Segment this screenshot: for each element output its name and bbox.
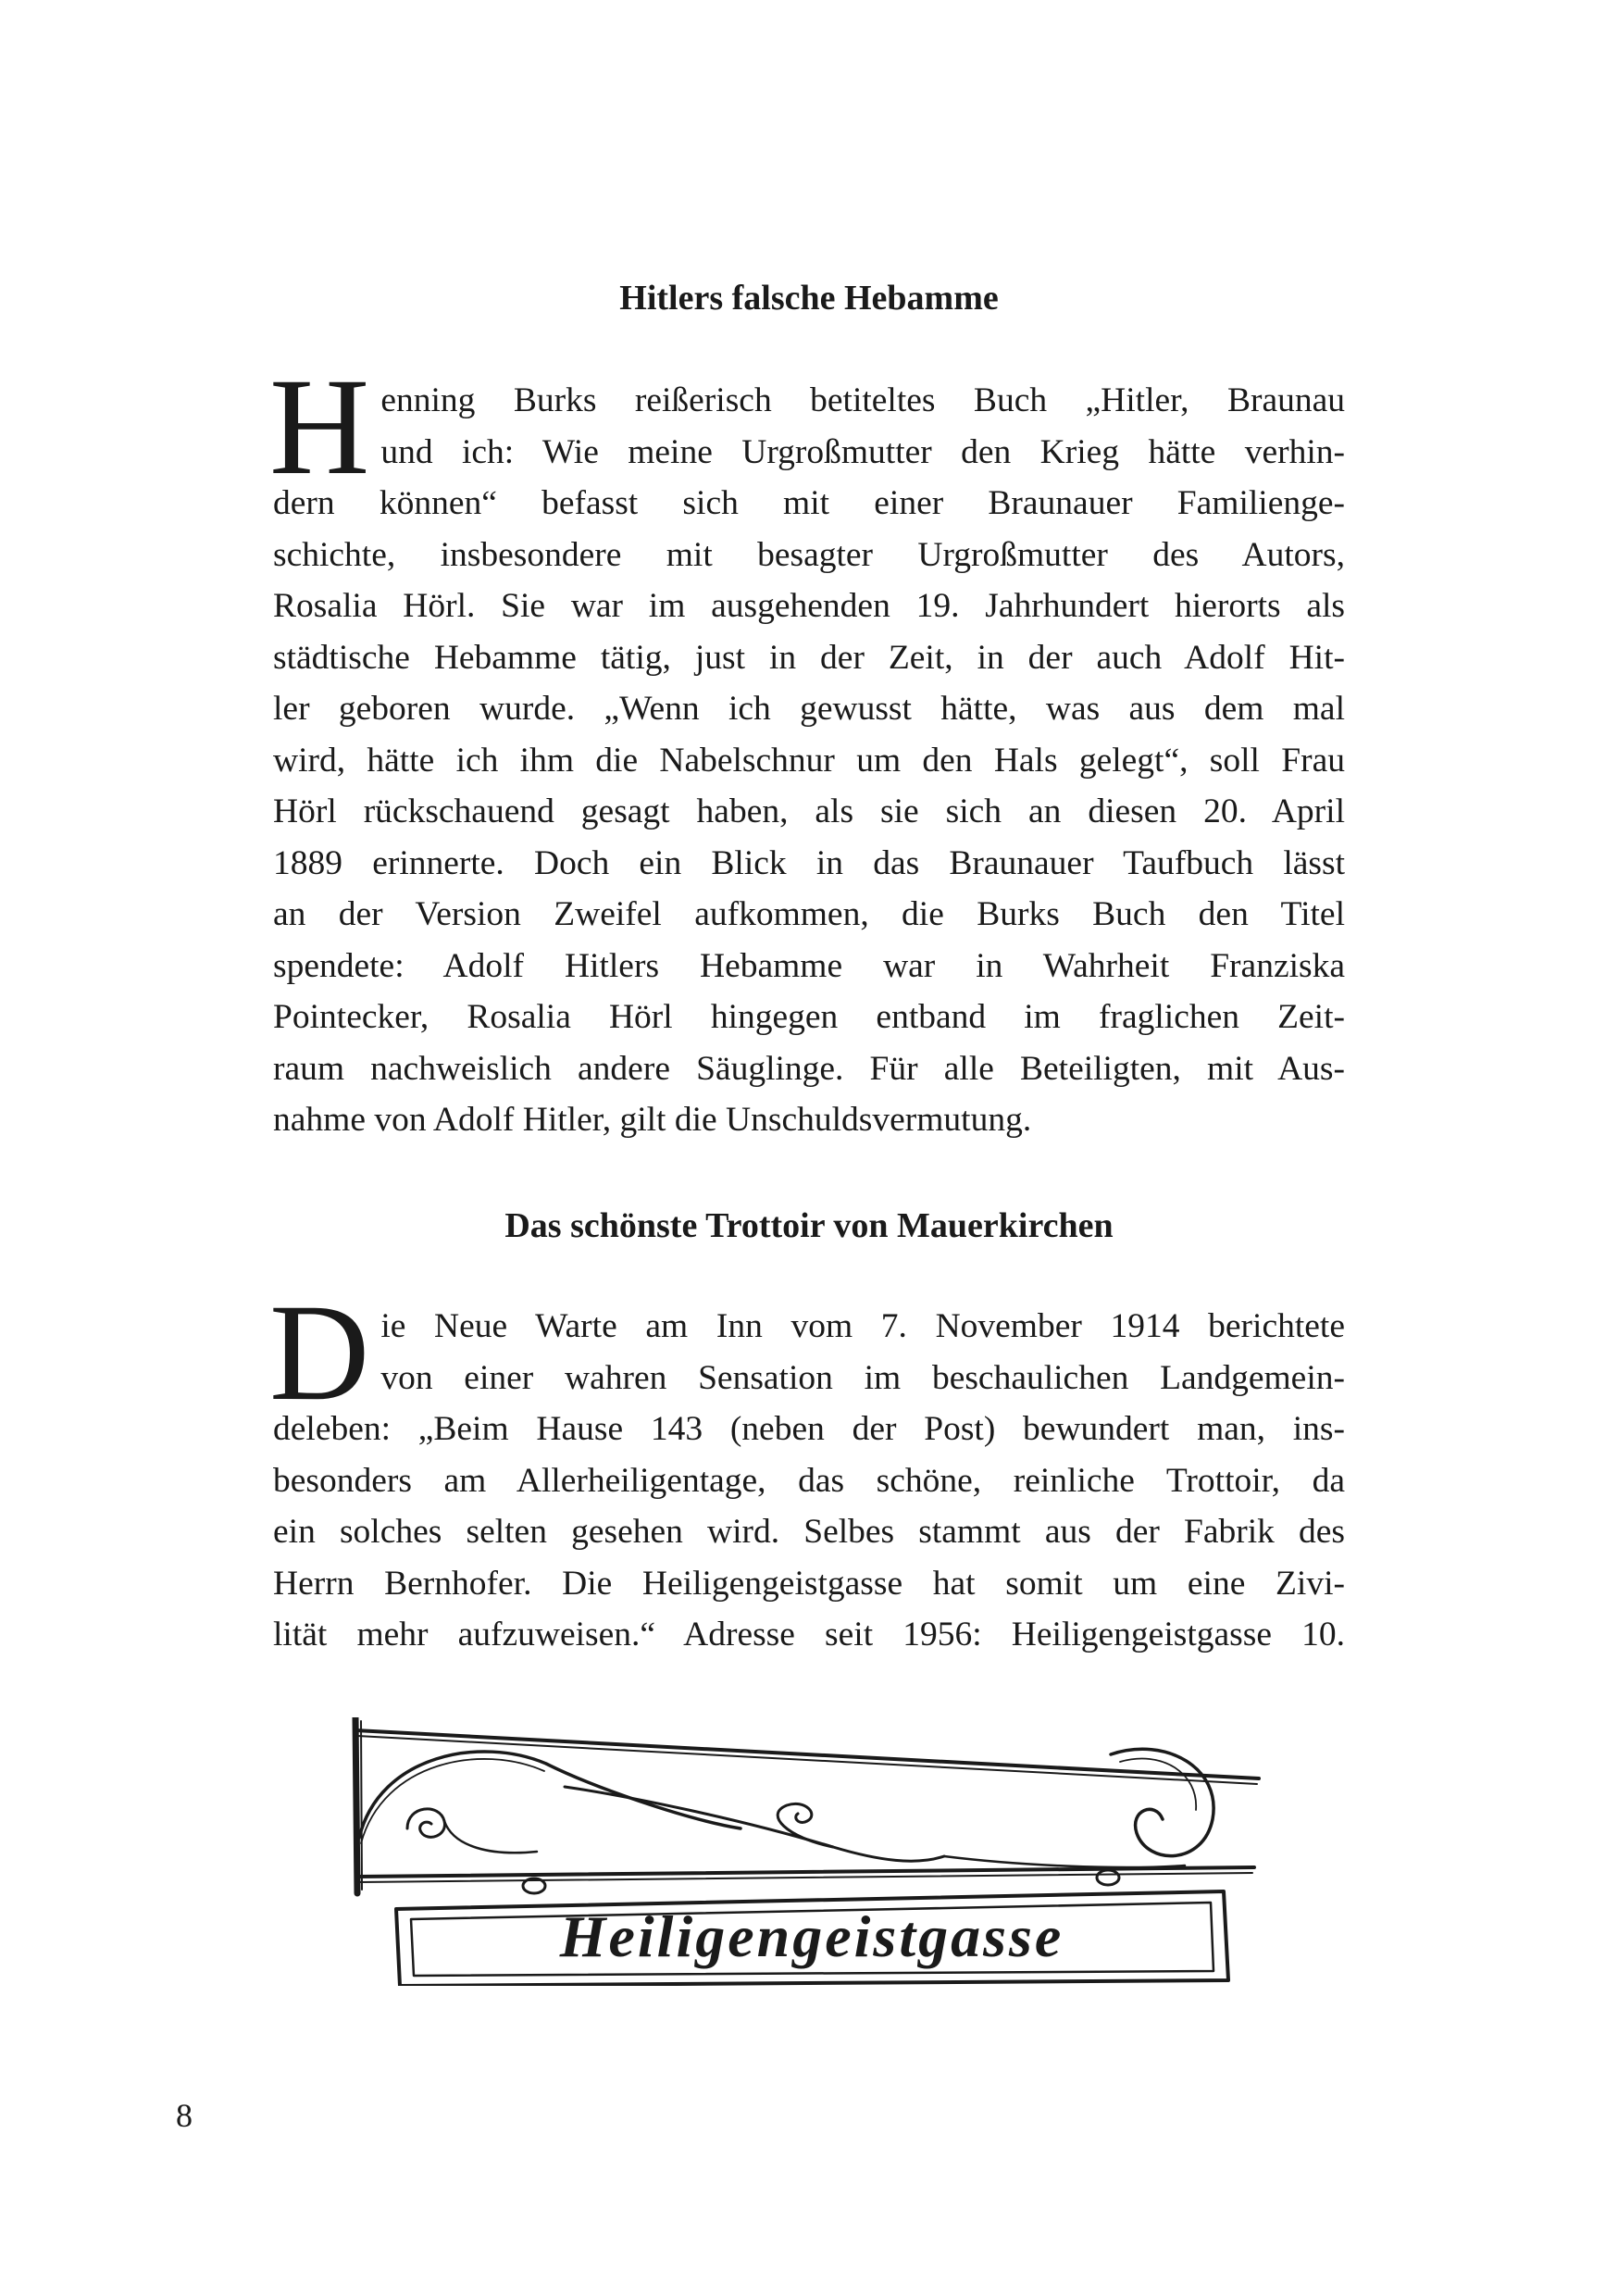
section-title-trottoir: Das schönste Trottoir von Mauerkirchen: [504, 1206, 1114, 1245]
street-sign-text: Heiligengeistgasse: [559, 1903, 1064, 1969]
paragraph-hebamme: [269, 350, 1345, 1146]
text-line: wird, hätte ich ihm die Nabelschnur um den Hals gelegt“, soll Frau: [273, 741, 1345, 780]
text-line: spendete: Adolf Hitlers Hebamme war in Wahrheit Franziska: [273, 946, 1345, 985]
text-line: Herrn Bernhofer. Die Heiligengeistgasse hat somit um eine Zivi-: [273, 1564, 1345, 1603]
text-line: besonders am Allerheiligentage, das schöne, reinliche Trottoir, da: [273, 1461, 1345, 1500]
page-number: 8: [176, 2097, 193, 2134]
paragraph-trottoir: [269, 1276, 1345, 1661]
text-line: enning Burks reißerisch betiteltes Buch „Hitler, Braunau: [380, 381, 1345, 419]
text-line: raum nachweislich andere Säuglinge. Für alle Beteiligten, mit Aus-: [273, 1049, 1345, 1088]
text-line: nahme von Adolf Hitler, gilt die Unschuldsvermutung.: [273, 1101, 1032, 1139]
text-line: von einer wahren Sensation im beschaulichen Landgemein-: [380, 1358, 1345, 1397]
text-line: Pointecker, Rosalia Hörl hingegen entband im fraglichen Zeit-: [273, 998, 1345, 1036]
text-line: ler geboren wurde. „Wenn ich gewusst hätte, was aus dem mal: [273, 690, 1345, 728]
text-line: und ich: Wie meine Urgroßmutter den Krieg hätte verhin-: [380, 432, 1345, 471]
text-line: ein solches selten gesehen wird. Selbes stammt aus der Fabrik des: [273, 1513, 1345, 1551]
drop-cap-h: H: [269, 350, 370, 504]
text-line: städtische Hebamme tätig, just in der Zeit, in der auch Adolf Hit-: [273, 638, 1345, 677]
section-title-hebamme: Hitlers falsche Hebamme: [619, 279, 999, 318]
text-line: Hörl rückschauend gesagt haben, als sie sich an diesen 20. April: [273, 792, 1345, 830]
text-line: dern können“ befasst sich mit einer Braunauer Familienge-: [273, 484, 1345, 522]
text-line: lität mehr aufzuweisen.“ Adresse seit 1956: Heiligengeistgasse 10.: [273, 1616, 1345, 1653]
text-line: schichte, insbesondere mit besagter Urgroßmutter des Autors,: [273, 535, 1345, 574]
text-line: an der Version Zweifel aufkommen, die Burks Buch den Titel: [273, 895, 1345, 933]
text-line: Rosalia Hörl. Sie war im ausgehenden 19. Jahrhundert hierorts als: [273, 587, 1345, 625]
text-line: ie Neue Warte am Inn vom 7. November 1914 berichtete: [380, 1307, 1345, 1345]
text-line: 1889 erinnerte. Doch ein Blick in das Braunauer Taufbuch lässt: [273, 843, 1345, 882]
street-sign-illustration: [352, 1717, 1268, 1986]
drop-cap-d: D: [269, 1276, 370, 1429]
text-line: deleben: „Beim Hause 143 (neben der Post) bewundert man, ins-: [273, 1410, 1345, 1448]
